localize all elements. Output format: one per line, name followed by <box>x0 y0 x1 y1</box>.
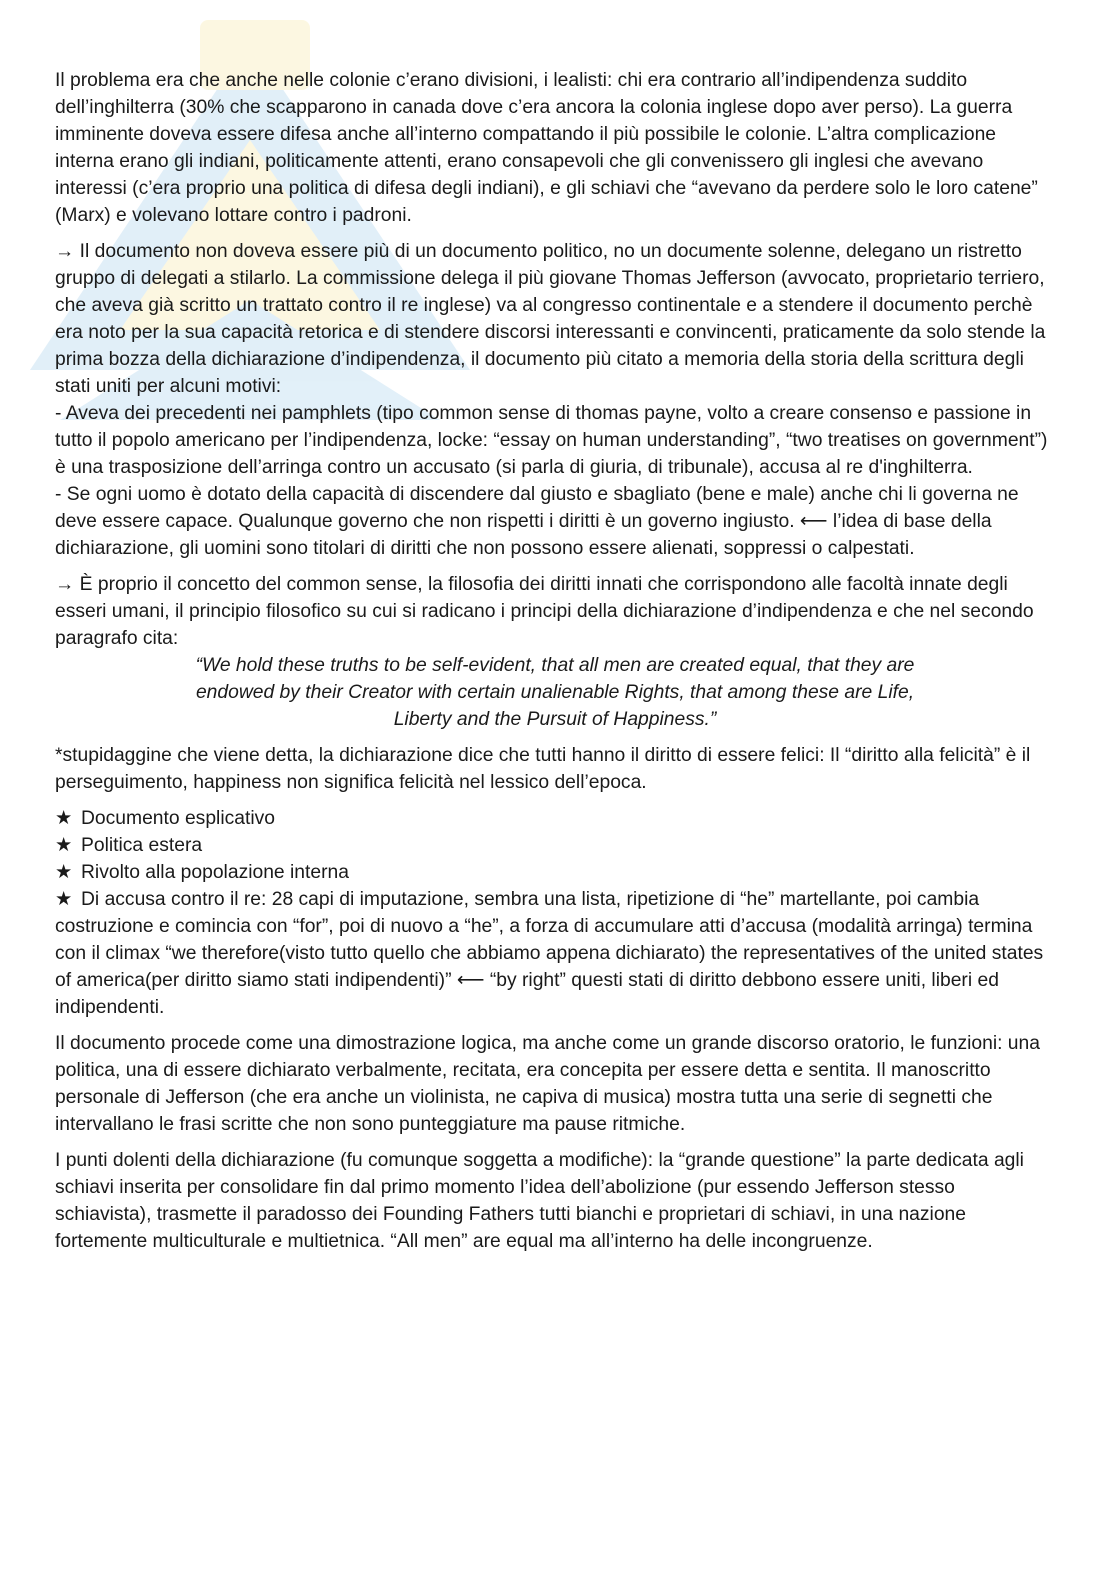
quote-line-1: “We hold these truths to be self-evident, that all men are created equal, that they are <box>195 655 915 676</box>
paragraph-point-pamphlets: - Aveva dei precedenti nei pamphlets (tipo common sense di thomas payne, volto a creare consenso e passione in tutto il popolo americano per l’indipendenza, locke: “essay on human understanding”, “two treatises on government”) è una trasposizione dell’arringa contro un accusato (si parla di giuria, di tribunale), accusa al re d'inghilterra. <box>55 403 1048 478</box>
paragraph-happiness-note: *stupidaggine che viene detta, la dichiarazione dice che tutti hanno il diritto di essere felici: Il “diritto alla felicità” è il perseguimento, happiness non significa felicità nel lessico dell’epoca. <box>55 745 1031 793</box>
star-icon: ★ <box>55 862 73 883</box>
declaration-quote <box>55 652 1055 733</box>
document-body <box>55 67 1055 1264</box>
star-icon: ★ <box>55 808 73 829</box>
star-item-text: Rivolto alla popolazione interna <box>81 862 349 883</box>
star-list-item <box>55 859 1055 886</box>
quote-line-3: Liberty and the Pursuit of Happiness.” <box>393 709 717 730</box>
star-list-item <box>55 886 1055 1021</box>
star-icon: ★ <box>55 889 73 910</box>
star-item-text: Politica estera <box>81 835 203 856</box>
paragraph-loyalists: Il problema era che anche nelle colonie c’erano divisioni, i lealisti: chi era contrario all’indipendenza suddito dell’inghilterra (30% che scapparono in canada dove c’era ancora la colonia inglese dopo aver perso). La guerra imminente doveva essere difesa anche all’interno compattando il più possibile le colonie. L’altra complicazione interna erano gli indiani, politicamente attenti, erano consapevoli che gli convenissero gli inglesi che avevano interessi (c’era proprio una politica di difesa degli indiani), e gli schiavi che “avevano da perdere solo le loro catene” (Marx) e volevano lottare contro i padroni. <box>55 70 1038 226</box>
paragraph-point-rights: - Se ogni uomo è dotato della capacità di discendere dal giusto e sbagliato (bene e male) anche chi li governa ne deve essere capace. Qualunque governo che non rispetti i diritti è un governo ingiusto. ⟵ l’idea di base della dichiarazione, gli uomini sono titolari di diritti che non possono essere alienati, soppressi o calpestati. <box>55 484 1019 559</box>
paragraph-jefferson-intro: → Il documento non doveva essere più di un documento politico, no un documente solenne, delegano un ristretto gruppo di delegati a stilarlo. La commissione delega il più giovane Thomas Jefferson (avvocato, proprietario terriero, che aveva già scritto un trattato contro il re inglese) va al congresso continentale e a stendere il documento perchè era noto per la sua capacità retorica e di stendere discorsi interessanti e convincenti, praticamente da solo stende la prima bozza della dichiarazione d’indipendenza, il documento più citato a memoria della storia della scrittura degli stati uniti per alcuni motivi: <box>55 241 1046 397</box>
paragraph-common-sense: → È proprio il concetto del common sense, la filosofia dei diritti innati che corrispondono alle facoltà innate degli esseri umani, il principio filosofico su cui si radicano i principi della dichiarazione d’indipendenza e che nel secondo paragrafo cita: <box>55 574 1034 649</box>
star-list <box>55 805 1055 1021</box>
paragraph-logical-demonstration: Il documento procede come una dimostrazione logica, ma anche come un grande discorso oratorio, le funzioni: una politica, una di essere dichiarato verbalmente, recitata, era concepita per essere detta e sentita. Il manoscritto personale di Jefferson (che era anche un violinista, ne capiva di musica) mostra tutta una serie di segnetti che intervallano le frasi scritte che non sono punteggiature ma pause ritmiche. <box>55 1033 1040 1135</box>
star-item-text: Documento esplicativo <box>81 808 275 829</box>
star-icon: ★ <box>55 835 73 856</box>
star-item-text: Di accusa contro il re: 28 capi di imputazione, sembra una lista, ripetizione di “he” martellante, poi cambia costruzione e comincia con “for”, poi di nuovo a “he”, a forza di accumulare atti d’accusa (modalità arringa) termina con il climax “we therefore(visto tutto quello che abbiamo appena dichiarato) the representatives of the united states of america(per diritto siamo stati indipendenti)” ⟵ “by right” questi stati di diritto debbono essere uniti, liberi ed indipendenti. <box>55 889 1044 1018</box>
paragraph-sore-points: I punti dolenti della dichiarazione (fu comunque soggetta a modifiche): la “grande questione” la parte dedicata agli schiavi inserita per consolidare fin dal primo momento l’idea dell’abolizione (pur essendo Jefferson stesso schiavista), trasmette il paradosso dei Founding Fathers tutti bianchi e proprietari di schiavi, in una nazione fortemente multiculturale e multietnica. “All men” are equal ma all’interno ha delle incongruenze. <box>55 1150 1024 1252</box>
star-list-item <box>55 805 1055 832</box>
star-list-item <box>55 832 1055 859</box>
quote-line-2: endowed by their Creator with certain unalienable Rights, that among these are Life, <box>195 682 915 703</box>
